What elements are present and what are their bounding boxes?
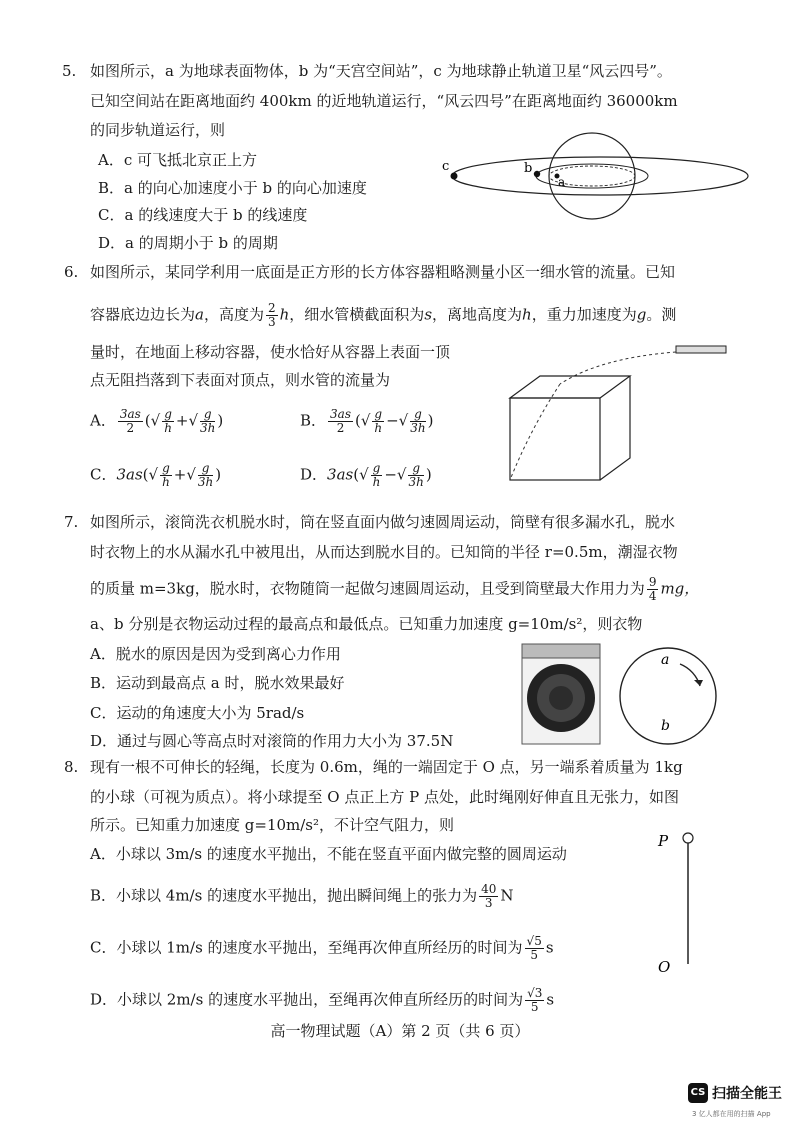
camscanner-logo-icon: CS [688, 1083, 708, 1103]
q6-stem-line-4: 点无阻挡落到下表面对顶点，则水管的流量为 [90, 371, 391, 389]
label-a: a [558, 175, 566, 189]
ball-at-p [683, 833, 693, 843]
q5-option-a: A．c 可飞抵北京正上方 [98, 151, 258, 169]
label-a-top: a [661, 652, 670, 668]
washing-machine-photo [518, 640, 604, 750]
q5-option-c: C．a 的线速度大于 b 的线速度 [98, 206, 308, 224]
q7-option-a: A．脱水的原因是因为受到离心力作用 [90, 645, 341, 663]
q7-stem-line-4: a、b 分别是衣物运动过程的最高点和最低点。已知重力加速度 g=10m/s²，则衣物 [90, 615, 643, 633]
q8-stem-line-3: 所示。已知重力加速度 g=10m/s²，不计空气阻力，则 [90, 816, 455, 834]
water-pipe [676, 346, 726, 353]
q6-stem-line-1: 如图所示，某同学利用一底面是正方形的长方体容器粗略测量小区一细水管的流量。已知 [90, 263, 676, 281]
geostationary-orbit [452, 157, 748, 195]
satellite-c-dot [451, 173, 458, 180]
q7-number: 7. [64, 513, 79, 531]
q7-drum-circle-figure [606, 640, 730, 750]
water-trajectory-upper [560, 352, 676, 384]
q8-rope-figure [650, 822, 710, 982]
label-o: O [658, 958, 671, 976]
box-side-edge [600, 376, 630, 480]
q5-stem-line-1: 如图所示，a 为地球表面物体，b 为“天宫空间站”，c 为地球静止轨道卫星“风云四号”。 [90, 62, 672, 80]
page-footer: 高一物理试题（A）第 2 页（共 6 页） [270, 1022, 530, 1040]
q6-option-c: C．3as(√ $\frac{g}{h}$ +√ $\frac{g}{3h}$ ) [90, 461, 222, 489]
q7-option-c: C．运动的角速度大小为 5rad/s [90, 704, 305, 722]
q6-stem-line-3: 量时，在地面上移动容器，使水恰好从容器上表面一顶 [90, 343, 451, 361]
q5-stem-line-3: 的同步轨道运行，则 [90, 121, 226, 139]
q8-stem-line-2: 的小球（可视为质点）。将小球提至 O 点正上方 P 点处，此时绳刚好伸直且无张力，如图 [90, 788, 679, 806]
rotation-arrow-head [694, 680, 703, 686]
q6-option-b: B． $\frac{3as}{2}$ (√ $\frac{g}{h}$ −√ $\frac{g}{3h}$ ) [300, 407, 434, 435]
q7-option-b: B．运动到最高点 a 时，脱水效果最好 [90, 674, 345, 692]
q5-stem-line-2: 已知空间站在距离地面约 400km 的近地轨道运行，“风云四号”在距离地面约 36000km [90, 92, 678, 110]
box-front-face [510, 398, 600, 480]
q5-option-d: D．a 的周期小于 b 的周期 [98, 234, 278, 252]
q8-number: 8. [64, 758, 79, 776]
q8-option-b: B．小球以 4m/s 的速度水平抛出，抛出瞬间绳上的张力为 $\frac{40}{3}$ N [90, 882, 514, 910]
q5-orbit-figure [440, 128, 770, 228]
label-b: b [524, 161, 533, 176]
camscanner-tagline: 3 亿人都在用的扫描 App [692, 1110, 771, 1118]
q7-stem-line-1: 如图所示，滚筒洗衣机脱水时，筒在竖直面内做匀速圆周运动，筒壁有很多漏水孔，脱水 [90, 513, 676, 531]
q8-option-a: A．小球以 3m/s 的速度水平抛出，不能在竖直平面内做完整的圆周运动 [90, 845, 567, 863]
q8-option-c: C．小球以 1m/s 的速度水平抛出，至绳再次伸直所经历的时间为 $\frac{√5}{5}$ s [90, 934, 554, 962]
q7-option-d: D．通过与圆心等高点时对滚筒的作用力大小为 37.5N [90, 732, 454, 750]
q5-number: 5. [62, 62, 77, 80]
station-b-dot [534, 171, 540, 177]
label-p: P [658, 832, 669, 850]
q6-stem-line-2: 容器底边边长为a，高度为 $\frac{2}{3}$ h，细水管横截面积为s，离地高度为h，重力加速度为g。测 [90, 301, 677, 329]
q6-number: 6. [64, 263, 79, 281]
label-c: c [442, 159, 450, 174]
q6-option-d: D．3as(√ $\frac{g}{h}$ −√ $\frac{g}{3h}$ ) [300, 461, 432, 489]
q6-container-figure [500, 340, 740, 490]
camscanner-watermark [688, 1082, 782, 1103]
q7-stem-line-2: 时衣物上的水从漏水孔中被甩出，从而达到脱水目的。已知筒的半径 r=0.5m，潮湿衣物 [90, 543, 678, 561]
space-station-orbit [536, 164, 648, 188]
camscanner-name: 扫描全能王 [712, 1085, 782, 1102]
box-top-face [510, 376, 630, 398]
label-b-bottom: b [661, 718, 670, 734]
q6-option-a: A． $\frac{3as}{2}$ (√ $\frac{g}{h}$ +√ $\frac{g}{3h}$ ) [90, 407, 224, 435]
q7-stem-line-3: 的质量 m=3kg，脱水时，衣物随筒一起做匀速圆周运动，且受到筒壁最大作用力为 $\frac{9}{4}$ mg， [90, 575, 700, 603]
q8-option-d: D．小球以 2m/s 的速度水平抛出，至绳再次伸直所经历的时间为 $\frac{√3}{5}$ s [90, 986, 555, 1014]
q8-stem-line-1: 现有一根不可伸长的轻绳，长度为 0.6m，绳的一端固定于 O 点，另一端系着质量为 1kg [90, 758, 683, 776]
q5-option-b: B．a 的向心加速度小于 b 的向心加速度 [98, 179, 367, 197]
